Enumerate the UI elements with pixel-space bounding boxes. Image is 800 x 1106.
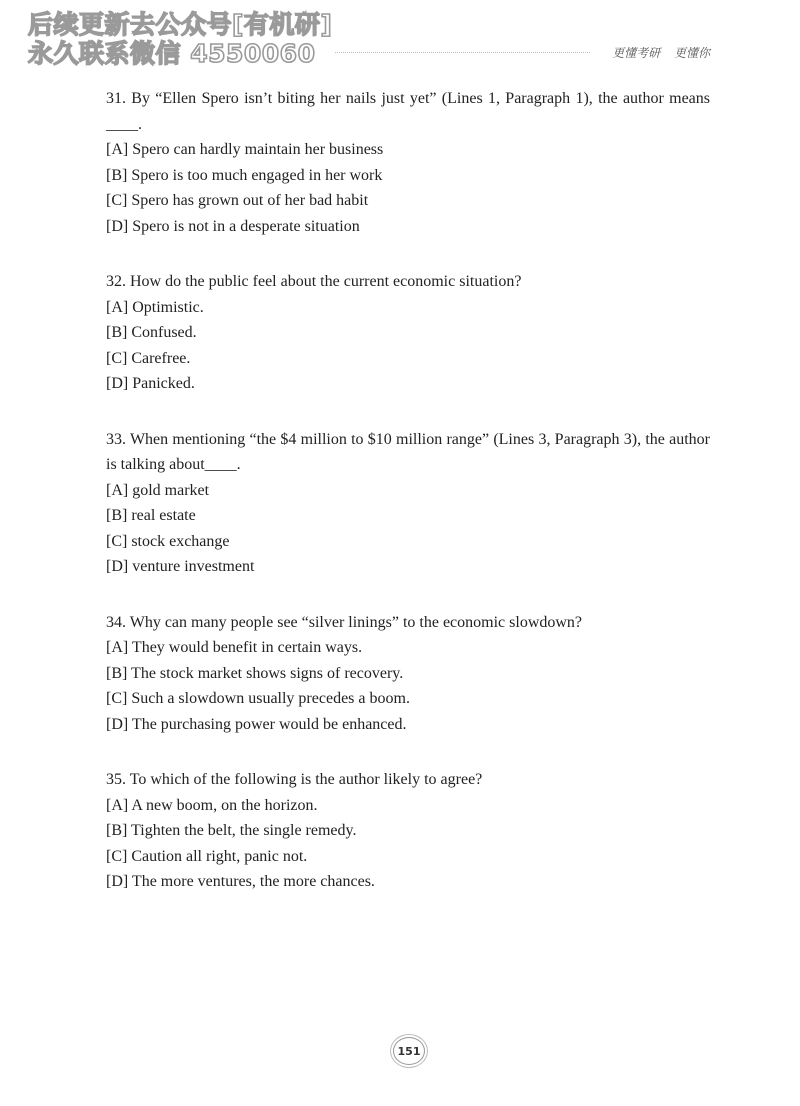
- question-stem: 34. Why can many people see “silver linings” to the economic slowdown?: [106, 613, 583, 631]
- option-a: [A] Optimistic.: [106, 298, 204, 316]
- watermark-line-1: 后续更新去公众号[有机研]: [28, 10, 333, 39]
- question-31: [106, 86, 710, 239]
- question-35: [106, 767, 710, 895]
- header-tagline: [602, 44, 710, 61]
- option-c: [C] Caution all right, panic not.: [106, 847, 308, 865]
- tagline-part-2: 更懂你: [673, 46, 710, 60]
- header-rule: [335, 52, 590, 53]
- option-a: [A] A new boom, on the horizon.: [106, 796, 318, 814]
- option-c: [C] Spero has grown out of her bad habit: [106, 192, 369, 209]
- option-b: [B] real estate: [106, 507, 196, 524]
- watermark-line-2: 永久联系微信 4550060: [28, 39, 316, 68]
- page-number: 151: [393, 1037, 425, 1065]
- question-32: [106, 269, 710, 397]
- option-c: [C] stock exchange: [106, 532, 230, 550]
- option-d: [D] Panicked.: [106, 375, 195, 392]
- option-a: [A] Spero can hardly maintain her business: [106, 141, 384, 158]
- question-stem: 33. When mentioning “the $4 million to $10 million range” (Lines 3, Paragraph 3), the author is talking about____.: [106, 430, 710, 473]
- option-b: [B] Spero is too much engaged in her work: [106, 166, 383, 184]
- option-d: [D] The more ventures, the more chances.: [106, 873, 375, 890]
- option-c: [C] Such a slowdown usually precedes a boom.: [106, 690, 410, 707]
- question-stem: 35. To which of the following is the author likely to agree?: [106, 771, 483, 788]
- option-b: [B] Confused.: [106, 324, 197, 341]
- option-d: [D] venture investment: [106, 558, 255, 575]
- tagline-part-1: 更懂考研: [612, 46, 661, 60]
- option-d: [D] Spero is not in a desperate situation: [106, 217, 360, 235]
- question-stem: 31. By “Ellen Spero isn’t biting her nails just yet” (Lines 1, Paragraph 1), the author means ____.: [106, 90, 710, 133]
- option-a: [A] They would benefit in certain ways.: [106, 639, 363, 656]
- watermark: [28, 10, 332, 68]
- option-b: [B] Tighten the belt, the single remedy.: [106, 822, 357, 839]
- option-c: [C] Carefree.: [106, 349, 191, 367]
- question-33: [106, 427, 710, 580]
- question-list: [106, 86, 710, 925]
- option-d: [D] The purchasing power would be enhanced.: [106, 715, 407, 733]
- option-b: [B] The stock market shows signs of recovery.: [106, 664, 404, 682]
- question-stem: 32. How do the public feel about the current economic situation?: [106, 273, 522, 290]
- question-34: [106, 610, 710, 738]
- option-a: [A] gold market: [106, 481, 210, 499]
